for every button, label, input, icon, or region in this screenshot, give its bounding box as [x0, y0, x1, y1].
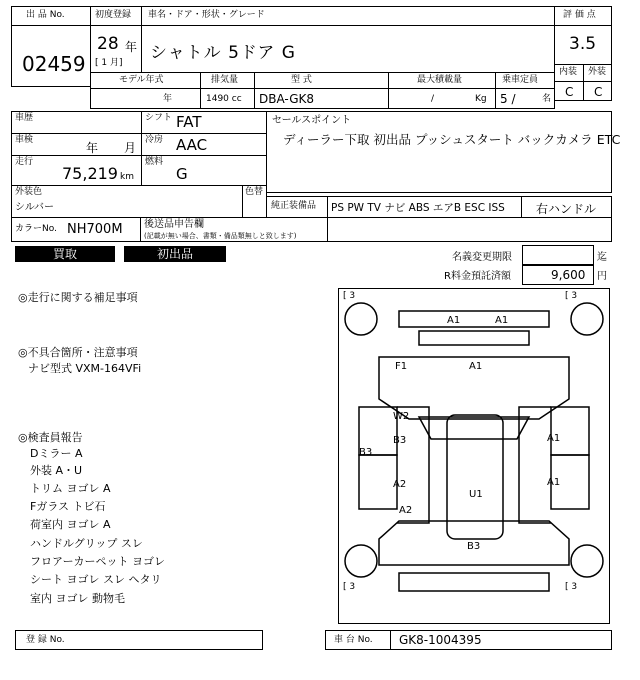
- post-report-box: [140, 217, 328, 242]
- mark-rear-door-right: A1: [547, 477, 561, 488]
- inspection-month: 月: [124, 141, 137, 155]
- displacement-box: [200, 88, 255, 109]
- mark-left-side: B3: [359, 447, 373, 458]
- vehicle-name-label-box: [141, 6, 555, 26]
- tire-label-fl: [ 3: [343, 291, 356, 301]
- buy-tag: 買取: [15, 246, 115, 262]
- model-year-label: モデル年式: [119, 75, 164, 85]
- tire-label-rr: [ 3: [565, 582, 578, 592]
- name-change-label: 名義変更期限: [452, 252, 512, 263]
- displacement-label-box: [200, 72, 255, 89]
- mileage-label: 走行: [15, 157, 34, 167]
- score-label: 評 価 点: [563, 10, 596, 20]
- first-listing-tag: 初出品: [124, 246, 226, 262]
- mark-front-fender-left: F1: [395, 361, 408, 372]
- ac-box: [141, 133, 267, 156]
- model-year-box: [90, 88, 201, 109]
- equipment-value: PS PW TV ナビ ABS エアB ESC ISS: [331, 202, 505, 214]
- sales-point-label: セールスポイント: [272, 115, 352, 126]
- color-no-label: カラーNo.: [15, 224, 57, 234]
- tire-front-right: [571, 303, 603, 335]
- ac-value: AAC: [176, 136, 208, 154]
- fuel-label: 燃料: [145, 157, 164, 167]
- inspector-line: トリム ヨゴレ A: [30, 482, 111, 495]
- lot-number-box: [11, 25, 91, 87]
- displacement-value: 1490 cc: [206, 94, 242, 104]
- first-registration-month: [ 1 月]: [95, 58, 123, 68]
- inspector-title: ◎検査員報告: [18, 431, 83, 444]
- exterior-grade-box: [583, 81, 612, 101]
- fuel-box: [141, 155, 267, 186]
- recycle-label: R料金預託済額: [444, 271, 511, 282]
- inspection-label: 車検: [15, 135, 34, 145]
- shift-value: FAT: [176, 113, 202, 131]
- ac-label: 冷房: [145, 135, 164, 145]
- inspector-line: 外装 A・U: [30, 464, 83, 477]
- capacity-value: 5 /: [500, 92, 516, 106]
- inspector-line: シート ヨゴレ スレ ヘタリ: [30, 573, 162, 586]
- max-load-box: [388, 88, 496, 109]
- exterior-color-value: シルバー: [15, 202, 55, 213]
- chassis-no-label: 車 台 No.: [334, 635, 373, 645]
- mark-rear-gate: B3: [467, 541, 481, 552]
- capacity-label: 乗車定員: [502, 75, 539, 85]
- max-load-unit: Kg: [475, 94, 487, 104]
- mileage-box: [11, 155, 142, 186]
- steering-box: [521, 196, 612, 218]
- interior-grade-label: 内装: [559, 67, 578, 77]
- interior-grade-box: [554, 81, 584, 101]
- chassis-no-label-box: [325, 630, 391, 650]
- exterior-color-label: 外装色: [15, 187, 43, 197]
- inspector-line: Fガラス トビ石: [30, 500, 106, 513]
- mark-windshield: W2: [393, 411, 410, 422]
- tire-label-rl: [ 3: [343, 582, 356, 592]
- score-label-box: [554, 6, 612, 26]
- rear-bumper: [399, 573, 549, 591]
- exterior-color-box: [11, 185, 243, 218]
- inspection-year: 年: [86, 141, 99, 155]
- inspector-line: 荷室内 ヨゴレ A: [30, 518, 111, 531]
- type-label-box: [254, 72, 389, 89]
- cabin-right: [519, 407, 551, 523]
- type-box: [254, 88, 389, 109]
- max-load-label-box: [388, 72, 496, 89]
- first-registration-box: [90, 25, 142, 73]
- first-registration-year: 28: [97, 34, 119, 54]
- displacement-label: 排気量: [211, 75, 239, 85]
- mark-front-bumper-right: A1: [495, 315, 509, 326]
- color-change-label: 色替: [245, 187, 264, 197]
- sales-point-box: [266, 111, 621, 193]
- first-registration-label: 初度登録: [95, 10, 132, 20]
- registration-no-box: [15, 630, 263, 650]
- defects-title: ◎不具合箇所・注意事項: [18, 346, 138, 359]
- color-no-box: [11, 217, 141, 242]
- type-label: 型 式: [291, 75, 312, 85]
- mark-rear-door-left: A2: [393, 479, 407, 490]
- shift-label: シフト: [145, 113, 173, 123]
- damage-diagram: [338, 288, 610, 624]
- name-change-box: [522, 245, 594, 265]
- equipment-box: [327, 196, 522, 218]
- tire-rear-left: [345, 545, 377, 577]
- equipment-label: 純正装備品: [271, 201, 317, 211]
- front-grille: [419, 331, 529, 345]
- recycle-box: [522, 265, 594, 285]
- history-box: [11, 111, 142, 134]
- type-value: DBA-GK8: [259, 92, 314, 106]
- chassis-no-value: GK8-1004395: [399, 633, 482, 647]
- sales-point-value: ディーラー下取 初出品 プッシュスタート バックカメラ ETC: [283, 132, 621, 147]
- score-value: 3.5: [569, 34, 597, 54]
- fuel-value: G: [176, 165, 188, 183]
- interior-grade-label-box: [554, 64, 584, 82]
- mark-rear-fender-left: A2: [399, 505, 413, 516]
- equipment-label-box: [266, 196, 328, 218]
- post-report-label: 後送品申告欄: [144, 219, 204, 230]
- interior-grade: C: [565, 85, 574, 99]
- car-diagram-svg: [339, 289, 609, 623]
- mark-hood: A1: [469, 361, 483, 372]
- steering-value: 右ハンドル: [536, 202, 597, 216]
- inspector-line: フロアーカーペット ヨゴレ: [30, 555, 165, 568]
- score-box: [554, 25, 612, 65]
- driving-notes-title: ◎走行に関する補足事項: [18, 291, 138, 304]
- color-no-value: NH700M: [67, 222, 123, 237]
- tire-label-fr: [ 3: [565, 291, 578, 301]
- left-rear-door: [359, 455, 397, 509]
- mark-front-bumper-left: A1: [447, 315, 461, 326]
- history-label: 車歴: [15, 113, 34, 123]
- inspection-box: [11, 133, 142, 156]
- max-load-label: 最大積載量: [417, 75, 463, 85]
- color-change-box: [242, 185, 267, 218]
- lot-number: 02459: [22, 52, 86, 76]
- mileage-unit: km: [120, 172, 134, 182]
- tire-front-left: [345, 303, 377, 335]
- post-report-note: (記載が無い場合、書類・備品類無しと致します): [144, 232, 297, 240]
- front-bumper: [399, 311, 549, 327]
- first-registration-label-box: [90, 6, 142, 26]
- recycle-unit: 円: [597, 271, 607, 282]
- year-unit: 年: [125, 40, 138, 54]
- shift-box: [141, 111, 267, 134]
- model-year-label-box: [90, 72, 201, 89]
- right-front-door: [551, 407, 589, 455]
- blank-box: [327, 217, 612, 242]
- windshield-panel: [419, 417, 529, 439]
- exterior-grade-label-box: [583, 64, 612, 82]
- inspector-line: ハンドルグリップ スレ: [30, 537, 143, 550]
- registration-no-label: 登 録 No.: [26, 635, 65, 645]
- name-change-unit: 迄: [597, 252, 607, 263]
- mileage-value: 75,219: [62, 164, 118, 183]
- chassis-no-box: [390, 630, 612, 650]
- mark-roof: U1: [469, 489, 483, 500]
- inspector-line: Dミラー A: [30, 447, 83, 460]
- mark-front-door-left: B3: [393, 435, 407, 446]
- vehicle-name-label: 車名・ドア・形状・グレード: [148, 10, 265, 20]
- vehicle-name-box: [141, 25, 555, 73]
- vehicle-name: シャトル 5ドア G: [150, 43, 296, 63]
- max-load-separator: /: [431, 94, 435, 104]
- lot-number-label-box: [11, 6, 91, 26]
- recycle-amount: 9,600: [551, 268, 586, 282]
- exterior-grade-label: 外装: [588, 67, 607, 77]
- capacity-box: [495, 88, 555, 109]
- capacity-unit: 名: [542, 94, 552, 104]
- model-year-unit: 年: [163, 94, 173, 104]
- lot-number-label: 出 品 No.: [26, 10, 65, 20]
- defects-line: ナビ型式 VXM-164VFi: [28, 362, 142, 375]
- tire-rear-right: [571, 545, 603, 577]
- mark-front-door-right: A1: [547, 433, 561, 444]
- inspector-line: 室内 ヨゴレ 動物毛: [30, 592, 125, 605]
- capacity-label-box: [495, 72, 555, 89]
- exterior-grade: C: [594, 85, 603, 99]
